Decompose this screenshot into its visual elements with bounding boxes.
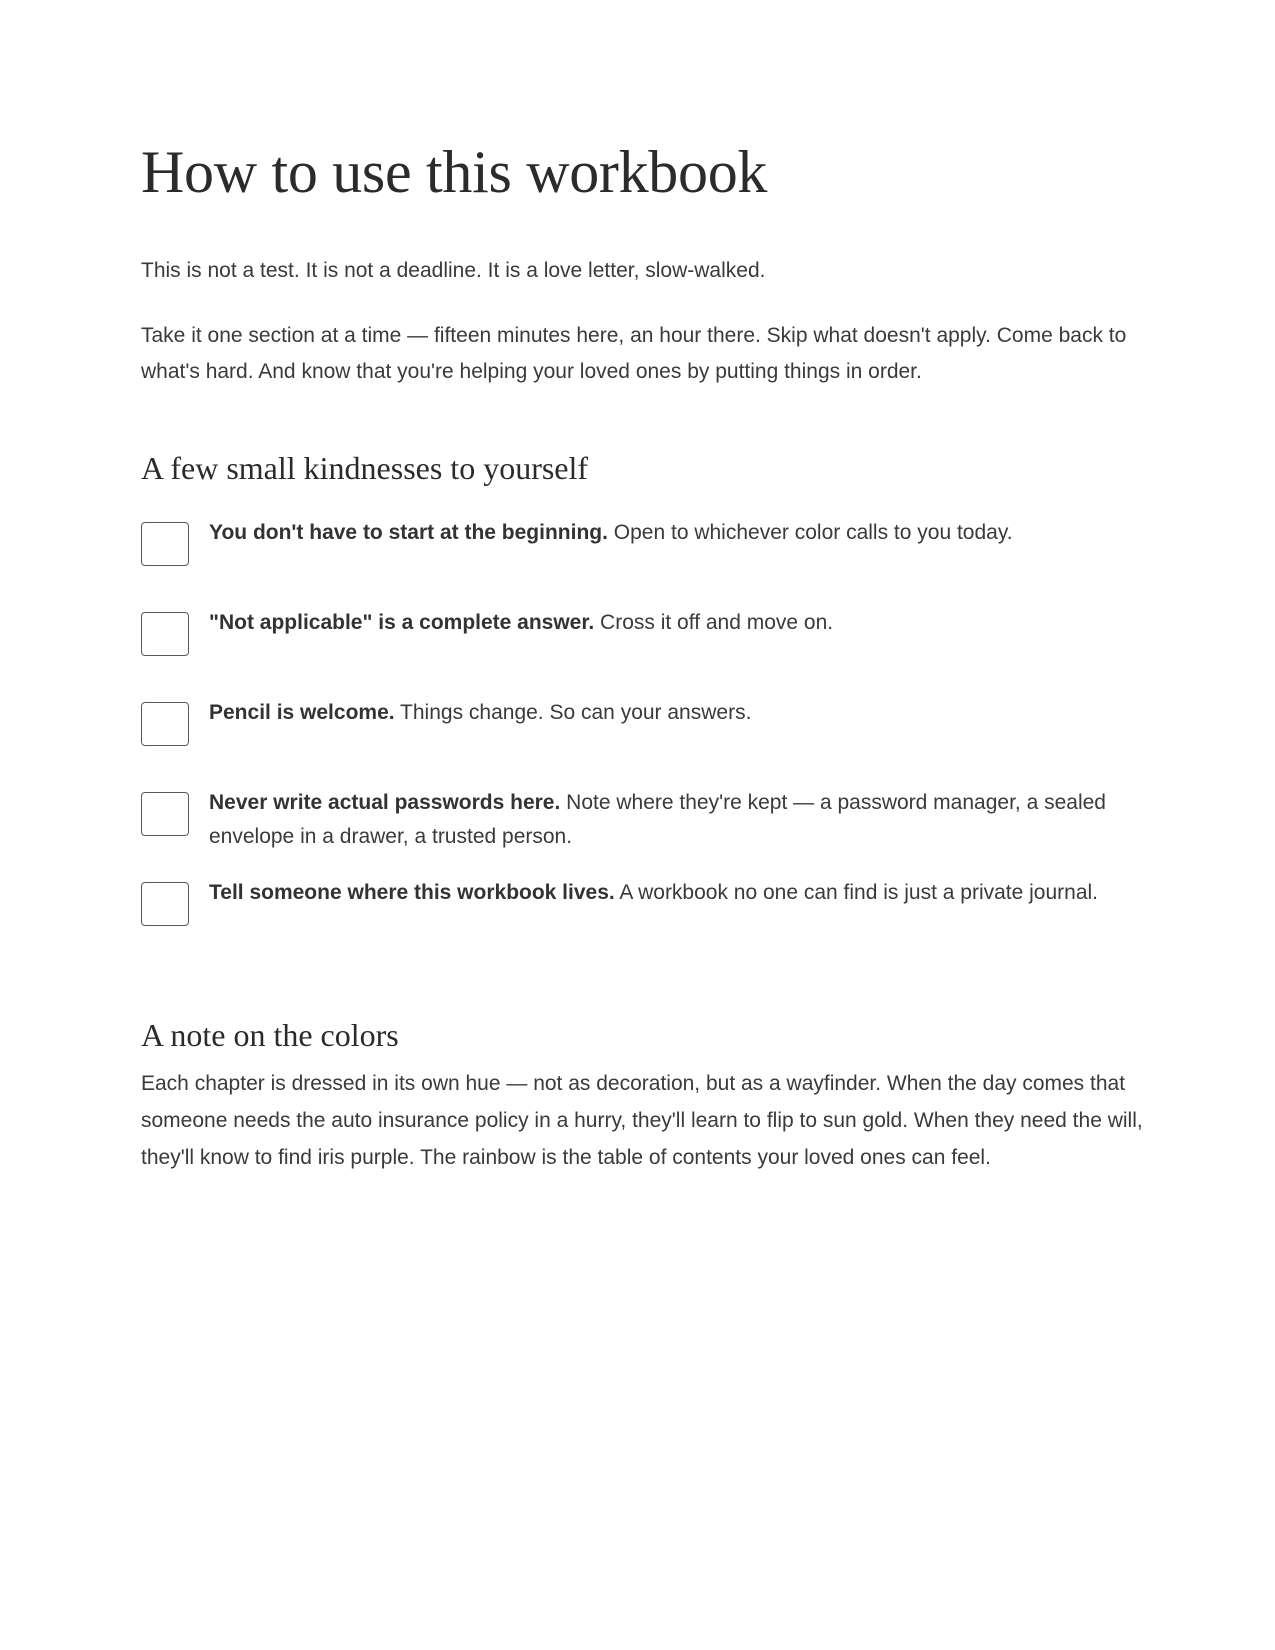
checkbox[interactable] [141,792,189,836]
checklist-item-rest: Open to whichever color calls to you today. [607,521,1013,544]
colors-paragraph: Each chapter is dressed in its own hue — not as decoration, but as a wayfinder. When the day comes that someone needs the auto insurance policy in a hurry, they'll learn to flip to sun gold. When they need the will, they'll know to find iris purple. The rainbow is the table of contents your loved ones can feel. [141,1072,1143,1169]
checklist-item [141,516,1161,576]
checkbox[interactable] [141,702,189,746]
checklist-item [141,696,1161,756]
checklist-item-rest: A workbook no one can find is just a private journal. [614,881,1099,904]
colors-heading: A note on the colors [141,1017,399,1053]
page-title: How to use this workbook [141,139,768,205]
checklist-item [141,786,1161,846]
checklist-item-bold: You don't have to start at the beginning. [209,521,608,544]
checklist-item-text [209,876,1161,910]
intro-paragraph-2: Take it one section at a time — fifteen minutes here, an hour there. Skip what doesn't apply. Come back to what's hard. And know that you're helping your loved ones by putting things in order. [141,324,1127,383]
checklist-item-bold: Tell someone where this workbook lives. [209,881,615,904]
kindnesses-heading: A few small kindnesses to yourself [141,450,589,486]
checklist-item-bold: Never write actual passwords here. [209,791,561,814]
checklist-item-text [209,516,1161,550]
checklist-item-bold: Pencil is welcome. [209,701,395,724]
checklist-item-text [209,696,1161,730]
checklist-item-text [209,786,1161,854]
checkbox[interactable] [141,612,189,656]
checklist-item [141,606,1161,666]
checklist-item-text [209,606,1161,640]
intro-paragraph-1: This is not a test. It is not a deadline. It is a love letter, slow-walked. [141,259,766,282]
checkbox[interactable] [141,522,189,566]
checkbox[interactable] [141,882,189,926]
checklist-item-rest: Note where they're kept — a password manager, a sealed envelope in a drawer, a trusted person. [209,791,1106,848]
checklist-item-rest: Cross it off and move on. [594,611,834,634]
checklist-item-rest: Things change. So can your answers. [394,701,752,724]
checklist-item [141,876,1161,936]
checklist-item-bold: "Not applicable" is a complete answer. [209,611,595,634]
